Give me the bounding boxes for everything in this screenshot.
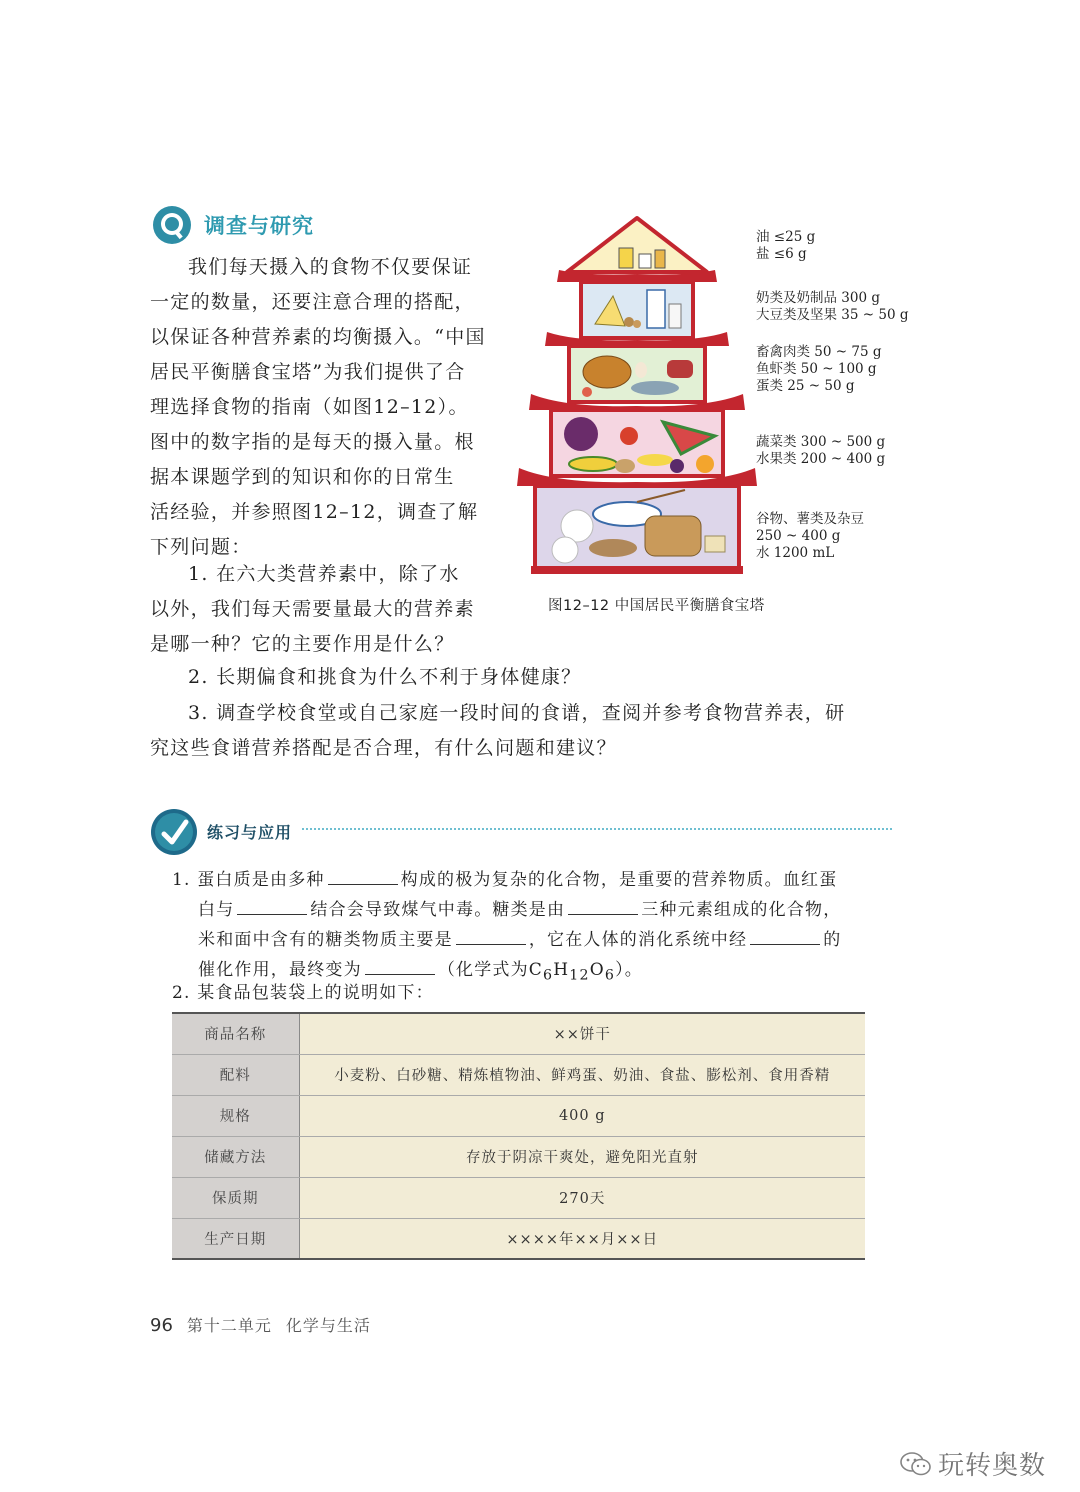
table-row <box>172 1177 865 1218</box>
milk-carton-icon <box>647 290 665 328</box>
table-key: 配料 <box>172 1054 299 1095</box>
intro-line: 据本课题学到的知识和你的日常生 <box>150 466 455 488</box>
question-3-line: 3. 调查学校食堂或自己家庭一段时间的食谱，查阅并参考食物营养表，研 <box>188 702 846 724</box>
pyramid-label-line: 大豆类及坚果 35 ~ 50 g <box>756 307 909 323</box>
corn-icon <box>569 457 617 471</box>
intro-line: 我们每天摄入的食物不仅要保证 <box>188 256 473 278</box>
subscript: 6 <box>543 967 554 984</box>
text-segment: 三种元素组成的化合物， <box>641 900 842 920</box>
blank-line <box>568 895 638 915</box>
table-row <box>172 1136 865 1177</box>
pyramid-label-line: 蔬菜类 300 ~ 500 g <box>756 434 886 450</box>
table-value: ××饼干 <box>299 1013 865 1054</box>
table-key: 生产日期 <box>172 1218 299 1259</box>
wechat-icon <box>900 1451 932 1477</box>
investigation-intro <box>150 250 500 565</box>
exercise-1-line <box>172 925 872 955</box>
watermark <box>900 1445 1046 1482</box>
investigation-header <box>152 205 314 245</box>
practice-title: 练习与应用 <box>207 823 293 842</box>
practice-icon <box>150 808 198 856</box>
exercise-2: 2. 某食品包装袋上的说明如下： <box>172 983 434 1003</box>
exercise-1-line <box>172 865 872 895</box>
oil-can-icon <box>655 250 665 268</box>
watermark-text: 玩转奥数 <box>938 1451 1047 1481</box>
table-key: 保质期 <box>172 1177 299 1218</box>
shrimp-icon <box>582 387 592 397</box>
chapter-label: 化学与生活 <box>285 1316 371 1335</box>
text-segment: 1. 蛋白质是由多种 <box>172 870 325 890</box>
pyramid-level-1 <box>567 218 707 272</box>
page-footer <box>150 1313 385 1336</box>
investigation-title: 调查与研究 <box>204 214 314 238</box>
practice-header <box>150 808 892 854</box>
intro-line: 一定的数量，还要注意合理的搭配， <box>150 291 475 313</box>
pyramid-label-level-2 <box>756 290 908 324</box>
table-value: 小麦粉、白砂糖、精炼植物油、鲜鸡蛋、奶油、食盐、膨松剂、食用香精 <box>299 1054 865 1095</box>
text-segment: 米和面中含有的糖类物质主要是 <box>198 930 453 950</box>
oil-bottle-icon <box>619 248 633 268</box>
pyramid-label-line: 水果类 200 ~ 400 g <box>756 451 886 467</box>
text-segment: 的 <box>823 930 842 950</box>
pyramid-label-line: 盐 ≤6 g <box>756 246 807 262</box>
bread-icon <box>645 516 701 556</box>
potato-icon <box>615 459 635 473</box>
question-1 <box>150 557 500 662</box>
table-row <box>172 1095 865 1136</box>
intro-line: 以保证各种营养素的均衡摄入。“中国 <box>150 326 486 348</box>
table-value: 270天 <box>299 1177 865 1218</box>
cabbage-icon <box>564 417 598 451</box>
question-1-line: 以外，我们每天需要量最大的营养素 <box>150 598 475 620</box>
grain-bowl-icon <box>589 539 637 557</box>
table-row <box>172 1054 865 1095</box>
pyramid-base <box>531 566 743 574</box>
text-segment: ，它在人体的消化系统中经 <box>528 930 748 950</box>
egg-icon <box>635 362 647 378</box>
subscript: 12 <box>569 967 590 984</box>
question-3 <box>150 696 890 766</box>
pyramid-label-line: 蛋类 25 ~ 50 g <box>756 378 855 394</box>
food-pyramid-figure <box>517 214 757 579</box>
pyramid-label-level-3 <box>756 344 881 395</box>
pyramid-label-line: 谷物、薯类及杂豆 <box>756 511 864 527</box>
question-2: 2. 长期偏食和挑食为什么不利于身体健康？ <box>188 666 582 688</box>
footer-unit <box>187 1313 385 1336</box>
text-segment: 白与 <box>198 900 235 920</box>
question-1-line: 是哪一种？它的主要作用是什么？ <box>150 633 455 655</box>
dotted-divider <box>302 828 892 830</box>
question-3-line: 究这些食谱营养搭配是否合理，有什么问题和建议？ <box>150 737 617 759</box>
pyramid-label-level-5 <box>756 511 864 562</box>
intro-line: 理选择食物的指南（如图12–12）。 <box>150 396 469 418</box>
roast-chicken-icon <box>583 356 631 388</box>
table-key: 储藏方法 <box>172 1136 299 1177</box>
pyramid-label-level-4 <box>756 434 885 468</box>
page-number: 96 <box>150 1315 173 1336</box>
text-segment: （化学式为C <box>437 960 544 980</box>
text-segment: ）。 <box>615 960 643 980</box>
beans-icon <box>633 320 641 328</box>
text-segment: 催化作用，最终变为 <box>198 960 362 980</box>
magnifier-icon <box>152 205 192 245</box>
intro-line: 居民平衡膳食宝塔”为我们提供了合 <box>150 361 466 383</box>
blank-line <box>237 895 307 915</box>
text-segment: H <box>553 960 570 980</box>
beans-icon <box>624 317 634 327</box>
table-key: 规格 <box>172 1095 299 1136</box>
pyramid-label-line: 畜禽肉类 50 ~ 75 g <box>756 344 882 360</box>
text-segment: 结合会导致煤气中毒。糖类是由 <box>310 900 566 920</box>
exercise-1 <box>172 865 872 990</box>
table-value: 存放于阴凉干爽处，避免阳光直射 <box>299 1136 865 1177</box>
pyramid-label-level-1 <box>756 229 815 263</box>
table-key: 商品名称 <box>172 1013 299 1054</box>
blank-line <box>456 925 526 945</box>
product-info-table <box>172 1012 865 1260</box>
blank-line <box>750 925 820 945</box>
blank-line <box>328 865 398 885</box>
pyramid-label-line: 油 ≤25 g <box>756 229 816 245</box>
intro-line: 图中的数字指的是每天的摄入量。根 <box>150 431 475 453</box>
salt-jar-icon <box>639 254 651 268</box>
milk-glass-icon <box>669 304 681 328</box>
table-value: ××××年××月××日 <box>299 1218 865 1259</box>
text-segment: O <box>589 960 605 980</box>
pyramid-label-line: 奶类及奶制品 300 g <box>756 290 880 306</box>
intro-line: 下列问题： <box>150 536 252 558</box>
cracker-icon <box>705 536 725 552</box>
pyramid-label-line: 250 ~ 400 g <box>756 528 841 544</box>
tomato-icon <box>620 427 638 445</box>
unit-label: 第十二单元 <box>186 1316 272 1335</box>
figure-caption: 图12–12 中国居民平衡膳食宝塔 <box>548 598 765 614</box>
table-row <box>172 1218 865 1259</box>
intro-line: 活经验，并参照图12–12，调查了解 <box>150 501 479 523</box>
text-segment: 构成的极为复杂的化合物，是重要的营养物质。血红蛋 <box>400 870 838 890</box>
banana-icon <box>637 454 673 466</box>
table-row <box>172 1013 865 1054</box>
pyramid-label-line: 水 1200 mL <box>756 545 835 561</box>
table-value: 400 g <box>299 1095 865 1136</box>
fish-icon <box>631 381 679 395</box>
grapes-icon <box>670 459 684 473</box>
exercise-1-line <box>172 895 872 925</box>
orange-icon <box>696 455 714 473</box>
steamed-bun-icon <box>552 537 578 563</box>
subscript: 6 <box>604 967 616 984</box>
meat-icon <box>667 360 693 378</box>
question-1-line: 1. 在六大类营养素中，除了水 <box>188 563 460 585</box>
pyramid-label-line: 鱼虾类 50 ~ 100 g <box>756 361 877 377</box>
blank-line <box>365 955 435 975</box>
